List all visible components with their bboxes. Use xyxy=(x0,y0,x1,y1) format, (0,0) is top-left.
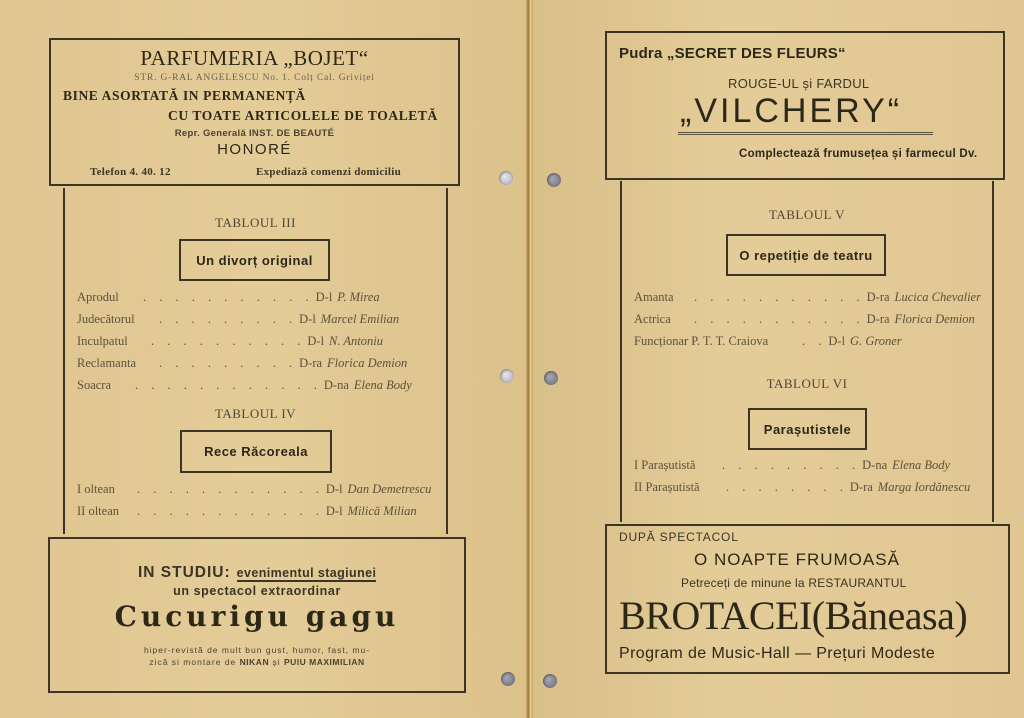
actor-name: Dan Demetrescu xyxy=(347,482,432,496)
cast-row xyxy=(634,290,981,305)
bojet-repr: Repr. Generală INST. DE BEAUTÉ xyxy=(174,128,335,139)
actor-title: D-na xyxy=(862,458,888,472)
actor-name: Florica Demion xyxy=(327,356,408,370)
cast-row xyxy=(77,482,431,497)
punch-hole-icon xyxy=(499,171,513,185)
actor-title: D-ra xyxy=(866,312,890,326)
leader-dots: . . . . . . . . xyxy=(726,480,848,494)
leader-dots: . . xyxy=(802,334,827,348)
act-title-box xyxy=(179,239,330,281)
actor-name: Lucica Chevalier xyxy=(894,290,981,304)
bojet-title: PARFUMERIA „BOJET“ xyxy=(140,46,369,70)
role-name: Amanta xyxy=(634,290,674,304)
author-name: NIKAN xyxy=(239,657,270,667)
bojet-delivery: Expediază comenzi domiciliu xyxy=(256,166,401,178)
leader-dots: . . . . . . . . . . xyxy=(151,334,306,348)
act-title-box xyxy=(748,408,867,450)
leader-dots: . . . . . . . . . xyxy=(159,312,298,326)
decorative-double-line xyxy=(678,132,933,135)
actor-title: D-l xyxy=(325,504,343,518)
tableau-label: TABLOUL VI xyxy=(766,376,848,391)
leader-dots: . . . . . . . . . . . xyxy=(143,290,314,304)
act-title: Parașutistele xyxy=(763,421,852,437)
role-name: Aprodul xyxy=(77,290,119,304)
cast-row xyxy=(634,312,975,327)
actor-name: Elena Body xyxy=(892,458,951,472)
event-label: evenimentul stagiunei xyxy=(236,566,377,580)
actor-name: Elena Body xyxy=(353,378,412,392)
punch-hole-icon xyxy=(547,173,561,187)
center-fold xyxy=(526,0,533,718)
role-name: Actrica xyxy=(634,312,671,326)
actor-name: P. Mirea xyxy=(337,290,380,304)
actor-name: Marga Iordănescu xyxy=(877,480,971,494)
cast-row xyxy=(77,334,383,349)
punch-hole-icon xyxy=(543,674,557,688)
credits-and: și xyxy=(272,657,281,667)
bojet-line1: BINE ASORTATĂ IN PERMANENȚĂ xyxy=(63,88,306,103)
act-title: O repetiție de teatru xyxy=(739,247,873,263)
bojet-brand: HONORÉ xyxy=(217,141,292,158)
show-title: Cucurigu gagu xyxy=(114,600,400,633)
act-title: Un divorț original xyxy=(196,252,313,268)
actor-title: D-l xyxy=(299,312,316,326)
leader-dots: . . . . . . . . . . . xyxy=(694,312,865,326)
tableau-label: TABLOUL V xyxy=(768,207,846,222)
actor-title: D-ra xyxy=(299,356,323,370)
credits-prefix: zică si montare de xyxy=(149,657,237,667)
tableau-label: TABLOUL IV xyxy=(214,406,297,421)
actor-title: D-l xyxy=(315,290,333,304)
spectacle-line: un spectacol extraordinar xyxy=(173,584,341,598)
after-show-line: DUPĂ SPECTACOL xyxy=(619,530,739,544)
act-title-box xyxy=(180,430,332,473)
actor-name: Milică Milian xyxy=(347,504,417,518)
bojet-address: STR. G-RAL ANGELESCU No. 1. Colț Cal. Griviței xyxy=(134,73,375,83)
leader-dots: . . . . . . . . . xyxy=(159,356,298,370)
actor-name: G. Groner xyxy=(850,334,902,348)
role-name: Soacra xyxy=(77,378,112,392)
actor-title: D-l xyxy=(307,334,325,348)
night-line: O NOAPTE FRUMOASĂ xyxy=(694,550,900,569)
role-name: I Parașutistă xyxy=(634,458,696,472)
cast-row xyxy=(77,378,412,393)
role-name: I oltean xyxy=(77,482,115,496)
cast-row xyxy=(634,458,950,473)
act-title-box xyxy=(726,234,886,276)
invite-line: Petreceți de minune la RESTAURANTUL xyxy=(681,576,907,590)
author-name: PUIU MAXIMILIAN xyxy=(283,657,365,667)
in-studiu-label: IN STUDIU: xyxy=(138,564,231,581)
role-name: II Parașutistă xyxy=(634,480,700,494)
leader-dots: . . . . . . . . . xyxy=(722,458,861,472)
cast-row xyxy=(77,356,407,371)
tableau-label: TABLOUL III xyxy=(215,215,296,230)
leader-dots: . . . . . . . . . . . . xyxy=(135,378,322,392)
role-name: Inculpatul xyxy=(77,334,128,348)
show-description: hiper-revistă de mult bun gust, humor, fast, mu- xyxy=(143,645,371,655)
role-name: Judecătorul xyxy=(77,312,135,326)
vilchery-brand: „VILCHERY“ xyxy=(680,92,903,130)
actor-title: D-l xyxy=(325,482,343,496)
pudra-line: Pudra „SECRET DES FLEURS“ xyxy=(619,45,846,62)
leader-dots: . . . . . . . . . . . . xyxy=(137,482,324,496)
role-name: II oltean xyxy=(77,504,119,518)
punch-hole-icon xyxy=(501,672,515,686)
cast-row xyxy=(634,334,902,349)
rouge-line: ROUGE-UL și FARDUL xyxy=(728,76,870,91)
punch-hole-icon xyxy=(544,371,558,385)
actor-name: Florica Demion xyxy=(894,312,975,326)
punch-hole-icon xyxy=(500,369,514,383)
cast-row xyxy=(77,312,399,327)
cast-row xyxy=(77,290,380,305)
role-name: Reclamanta xyxy=(77,356,136,370)
restaurant-program: Program de Music-Hall — Prețuri Modeste xyxy=(619,645,936,662)
cast-row xyxy=(77,504,417,519)
actor-title: D-ra xyxy=(866,290,890,304)
actor-title: D-l xyxy=(828,334,846,348)
role-name: Funcționar P. T. T. Craiova xyxy=(634,334,769,348)
actor-name: N. Antoniu xyxy=(329,334,383,348)
vilchery-tagline: Complectează frumusețea și farmecul Dv. xyxy=(739,148,978,160)
in-studiu-line xyxy=(138,564,376,582)
cast-row xyxy=(634,480,970,495)
leader-dots: . . . . . . . . . . . xyxy=(694,290,865,304)
bojet-line2: CU TOATE ARTICOLELE DE TOALETĂ xyxy=(168,108,438,123)
act-title: Rece Răcoreala xyxy=(204,444,308,459)
show-credits xyxy=(48,657,466,667)
bojet-phone: Telefon 4. 40. 12 xyxy=(90,166,171,178)
restaurant-name: BROTACEI(Băneasa) xyxy=(619,593,968,638)
leader-dots: . . . . . . . . . . . . xyxy=(137,504,324,518)
actor-title: D-ra xyxy=(849,480,873,494)
actor-title: D-na xyxy=(323,378,349,392)
actor-name: Marcel Emilian xyxy=(320,312,400,326)
